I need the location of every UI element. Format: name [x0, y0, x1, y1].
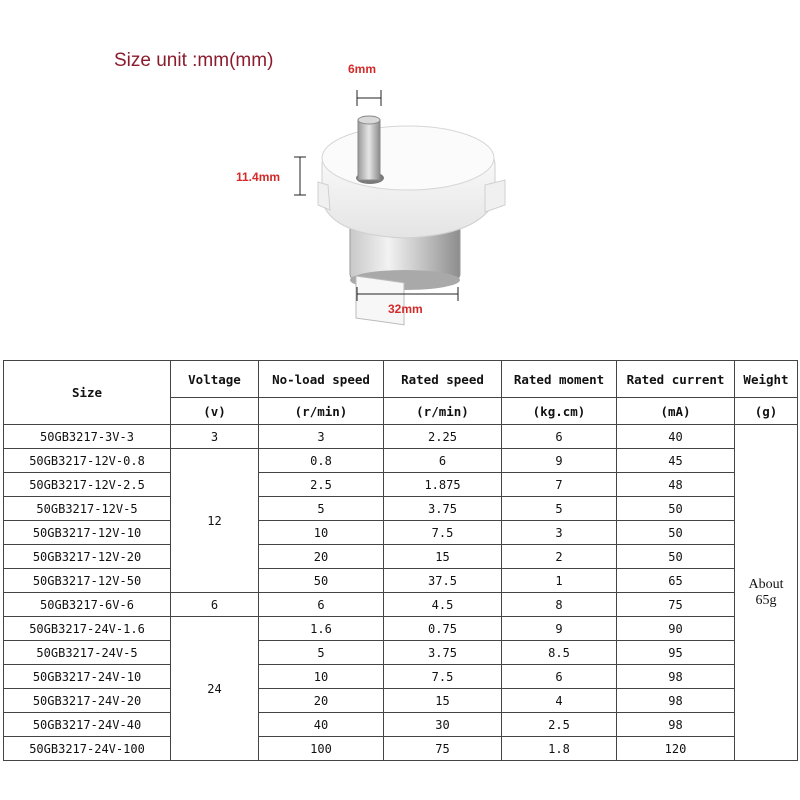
table-row	[4, 641, 798, 665]
cell-rated-current: 95	[617, 641, 735, 665]
cell-rated-moment: 6	[502, 425, 617, 449]
cell-rated-speed: 7.5	[384, 521, 502, 545]
cell-rated-moment: 8.5	[502, 641, 617, 665]
unit-rated-moment: (kg.cm)	[502, 398, 617, 425]
cell-voltage: 3	[171, 425, 259, 449]
cell-rated-moment: 5	[502, 497, 617, 521]
cell-size: 50GB3217-12V-2.5	[4, 473, 171, 497]
cell-rated-moment: 2	[502, 545, 617, 569]
cell-rated-current: 120	[617, 737, 735, 761]
cell-noload-speed: 3	[259, 425, 384, 449]
unit-rated-current: (mA)	[617, 398, 735, 425]
cell-size: 50GB3217-12V-10	[4, 521, 171, 545]
cell-rated-speed: 75	[384, 737, 502, 761]
cell-noload-speed: 10	[259, 521, 384, 545]
cell-rated-speed: 1.875	[384, 473, 502, 497]
cell-rated-speed: 0.75	[384, 617, 502, 641]
cell-rated-current: 40	[617, 425, 735, 449]
cell-noload-speed: 10	[259, 665, 384, 689]
table-row	[4, 689, 798, 713]
cell-rated-moment: 4	[502, 689, 617, 713]
cell-rated-current: 98	[617, 689, 735, 713]
table-row	[4, 521, 798, 545]
table-row	[4, 737, 798, 761]
cell-voltage: 24	[171, 617, 259, 761]
table-row	[4, 665, 798, 689]
cell-noload-speed: 6	[259, 593, 384, 617]
cell-size: 50GB3217-3V-3	[4, 425, 171, 449]
cell-rated-moment: 3	[502, 521, 617, 545]
cell-noload-speed: 50	[259, 569, 384, 593]
table-row	[4, 593, 798, 617]
cell-rated-current: 75	[617, 593, 735, 617]
cell-noload-speed: 1.6	[259, 617, 384, 641]
header-size: Size	[4, 361, 171, 425]
table-row	[4, 473, 798, 497]
body-diameter-label: 32mm	[388, 302, 423, 316]
cell-size: 50GB3217-24V-100	[4, 737, 171, 761]
table-row	[4, 449, 798, 473]
cell-rated-current: 50	[617, 497, 735, 521]
cell-size: 50GB3217-12V-5	[4, 497, 171, 521]
cell-voltage: 12	[171, 449, 259, 593]
cell-rated-moment: 6	[502, 665, 617, 689]
cell-size: 50GB3217-12V-20	[4, 545, 171, 569]
cell-size: 50GB3217-12V-0.8	[4, 449, 171, 473]
cell-rated-moment: 2.5	[502, 713, 617, 737]
header-rated-moment: Rated moment	[502, 361, 617, 398]
header-rated-current: Rated current	[617, 361, 735, 398]
header-rated-speed: Rated speed	[384, 361, 502, 398]
cell-rated-speed: 6	[384, 449, 502, 473]
cell-noload-speed: 20	[259, 689, 384, 713]
shaft-diameter-label: 6mm	[348, 62, 377, 76]
cell-rated-speed: 4.5	[384, 593, 502, 617]
cell-voltage: 6	[171, 593, 259, 617]
cell-size: 50GB3217-12V-50	[4, 569, 171, 593]
size-unit-title: Size unit :mm(mm)	[114, 50, 274, 71]
table-row	[4, 713, 798, 737]
cell-size: 50GB3217-24V-5	[4, 641, 171, 665]
cell-rated-current: 50	[617, 521, 735, 545]
cell-rated-current: 98	[617, 713, 735, 737]
cell-noload-speed: 40	[259, 713, 384, 737]
cell-size: 50GB3217-24V-10	[4, 665, 171, 689]
cell-size: 50GB3217-6V-6	[4, 593, 171, 617]
header-noload-speed: No-load speed	[259, 361, 384, 398]
cell-rated-speed: 2.25	[384, 425, 502, 449]
cell-weight: About 65g	[735, 425, 798, 761]
cell-rated-moment: 9	[502, 449, 617, 473]
cell-rated-current: 50	[617, 545, 735, 569]
cell-noload-speed: 5	[259, 641, 384, 665]
spec-table-body	[4, 425, 798, 761]
table-row	[4, 497, 798, 521]
unit-rated-speed: (r/min)	[384, 398, 502, 425]
cell-rated-current: 90	[617, 617, 735, 641]
cell-noload-speed: 2.5	[259, 473, 384, 497]
unit-voltage: (v)	[171, 398, 259, 425]
unit-noload-speed: (r/min)	[259, 398, 384, 425]
header-voltage: Voltage	[171, 361, 259, 398]
unit-weight: (g)	[735, 398, 798, 425]
cell-rated-current: 48	[617, 473, 735, 497]
cell-rated-speed: 15	[384, 545, 502, 569]
cell-rated-speed: 3.75	[384, 497, 502, 521]
cell-rated-speed: 3.75	[384, 641, 502, 665]
gear-motor-image	[0, 0, 800, 340]
cell-size: 50GB3217-24V-40	[4, 713, 171, 737]
cell-rated-current: 65	[617, 569, 735, 593]
table-row	[4, 545, 798, 569]
cell-noload-speed: 0.8	[259, 449, 384, 473]
cell-noload-speed: 100	[259, 737, 384, 761]
height-label: 11.4mm	[236, 170, 281, 184]
cell-rated-speed: 15	[384, 689, 502, 713]
cell-rated-speed: 37.5	[384, 569, 502, 593]
table-row	[4, 569, 798, 593]
cell-rated-speed: 30	[384, 713, 502, 737]
cell-rated-moment: 1	[502, 569, 617, 593]
cell-rated-current: 45	[617, 449, 735, 473]
cell-size: 50GB3217-24V-1.6	[4, 617, 171, 641]
motor-figure	[0, 0, 800, 340]
cell-rated-moment: 1.8	[502, 737, 617, 761]
spec-table	[3, 360, 798, 761]
cell-rated-moment: 9	[502, 617, 617, 641]
table-row	[4, 425, 798, 449]
cell-noload-speed: 20	[259, 545, 384, 569]
cell-noload-speed: 5	[259, 497, 384, 521]
cell-rated-moment: 8	[502, 593, 617, 617]
cell-rated-current: 98	[617, 665, 735, 689]
cell-rated-moment: 7	[502, 473, 617, 497]
cell-rated-speed: 7.5	[384, 665, 502, 689]
header-weight: Weight	[735, 361, 798, 398]
cell-size: 50GB3217-24V-20	[4, 689, 171, 713]
table-row	[4, 617, 798, 641]
